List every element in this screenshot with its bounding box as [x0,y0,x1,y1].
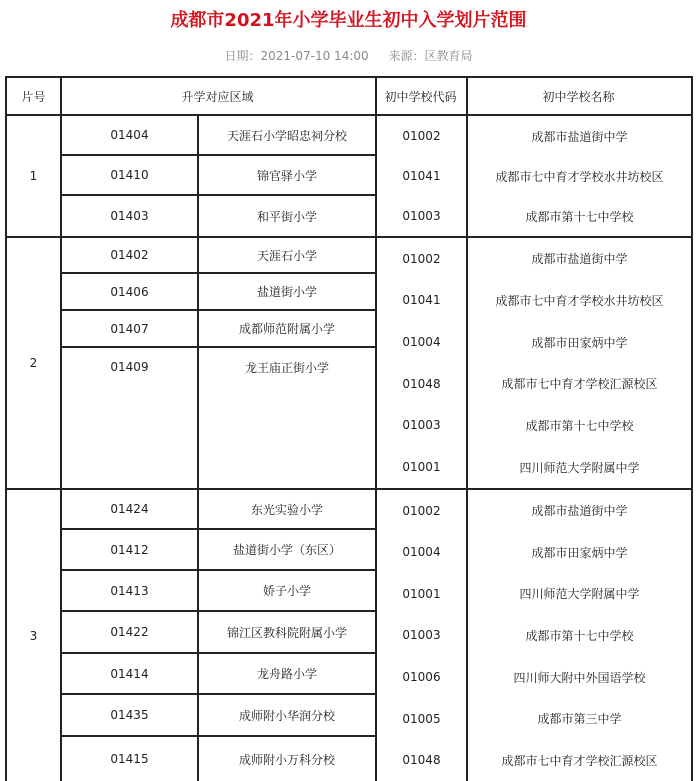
primary-school-code: 01402 [110,248,149,262]
middle-school-name: 成都市第十七中学校 [525,628,634,643]
middle-school-code: 01041 [402,169,441,183]
middle-school-name: 成都市田家炳中学 [531,335,628,350]
primary-school-code: 01435 [110,708,149,722]
primary-school-name: 盐道街小学 [256,285,317,299]
primary-school-name: 和平街小学 [256,209,317,224]
zone-number: 1 [29,169,38,183]
primary-school-name: 锦江区教科院附属小学 [226,625,347,640]
middle-school-code: 01005 [402,711,441,726]
middle-school-code: 01003 [402,418,441,433]
primary-school-name: 锦官驿小学 [256,168,317,183]
middle-school-name: 成都市七中育才学校汇源校区 [501,753,658,768]
primary-school-code: 01412 [110,542,149,557]
column-header: 初中学校代码 [384,89,457,104]
middle-school-code: 01003 [402,628,441,643]
primary-school-name: 娇子小学 [262,584,311,598]
primary-school-name: 成都师范附属小学 [238,322,335,336]
middle-school-code: 01006 [402,670,441,685]
middle-school-name: 成都市七中育才学校水井坊校区 [495,293,664,308]
middle-school-name: 成都市七中育才学校水井坊校区 [495,169,664,184]
primary-school-name: 天涯石小学 [256,248,317,263]
publish-date: 日期：2021-07-10 14:00 [224,49,369,63]
middle-school-name: 四川师范大学附属中学 [519,587,640,602]
primary-school-code: 01415 [110,752,149,766]
primary-school-code: 01409 [110,360,149,374]
middle-school-code: 01002 [402,251,441,266]
page-title: 成都市2021年小学毕业生初中入学划片范围 [170,10,527,31]
primary-school-name: 成师附小万科分校 [238,752,335,767]
middle-school-name: 成都市盐道街中学 [531,504,628,519]
middle-school-name: 成都市第十七中学校 [525,209,634,224]
middle-school-name: 成都市七中育才学校汇源校区 [501,377,658,392]
primary-school-code: 01407 [110,321,149,336]
table-rule [197,116,199,236]
middle-school-name: 四川师范大学附属中学 [519,460,640,475]
primary-school-name: 天涯石小学昭忠祠分校 [226,128,347,143]
middle-school-code: 01048 [402,753,441,768]
middle-school-code: 01002 [402,503,441,518]
primary-school-code: 01406 [110,284,149,299]
middle-school-code: 01041 [402,293,441,308]
middle-school-name: 成都市田家炳中学 [531,545,628,560]
zone-number: 2 [29,356,38,370]
primary-school-name: 东光实验小学 [250,502,323,517]
article-source: 来源：区教育局 [388,49,473,63]
middle-school-code: 01048 [402,376,441,391]
primary-school-code: 01404 [110,128,149,142]
primary-school-name: 盐道街小学（东区） [232,543,341,557]
middle-school-code: 01002 [402,129,441,143]
middle-school-name: 成都市盐道街中学 [531,252,628,267]
middle-school-name: 成都市盐道街中学 [531,129,628,144]
column-header: 初中学校名称 [542,89,615,104]
middle-school-name: 成都市第十七中学校 [525,418,634,433]
primary-school-name: 龙王庙正街小学 [244,360,329,375]
primary-school-code: 01403 [110,209,149,223]
zone-number: 3 [29,628,38,643]
column-header: 片号 [21,89,46,104]
middle-school-code: 01004 [402,335,441,350]
middle-school-code: 01003 [402,209,441,223]
primary-school-name: 龙舟路小学 [256,667,317,681]
table-rule [197,348,199,488]
table-rule [197,238,199,346]
primary-school-code: 01414 [110,666,149,681]
middle-school-code: 01001 [402,586,441,601]
article-meta [0,48,697,64]
zoning-table [5,76,693,781]
table-rule [197,490,199,781]
primary-school-code: 01410 [110,168,149,182]
primary-school-code: 01424 [110,502,149,516]
middle-school-name: 成都市第三中学 [537,712,622,727]
primary-school-code: 01413 [110,583,149,598]
primary-school-name: 成师附小华润分校 [238,708,335,723]
middle-school-code: 01004 [402,545,441,560]
middle-school-code: 01001 [402,460,441,475]
middle-school-name: 四川师大附中外国语学校 [513,670,646,685]
column-header: 升学对应区域 [181,89,254,104]
primary-school-code: 01422 [110,625,149,639]
